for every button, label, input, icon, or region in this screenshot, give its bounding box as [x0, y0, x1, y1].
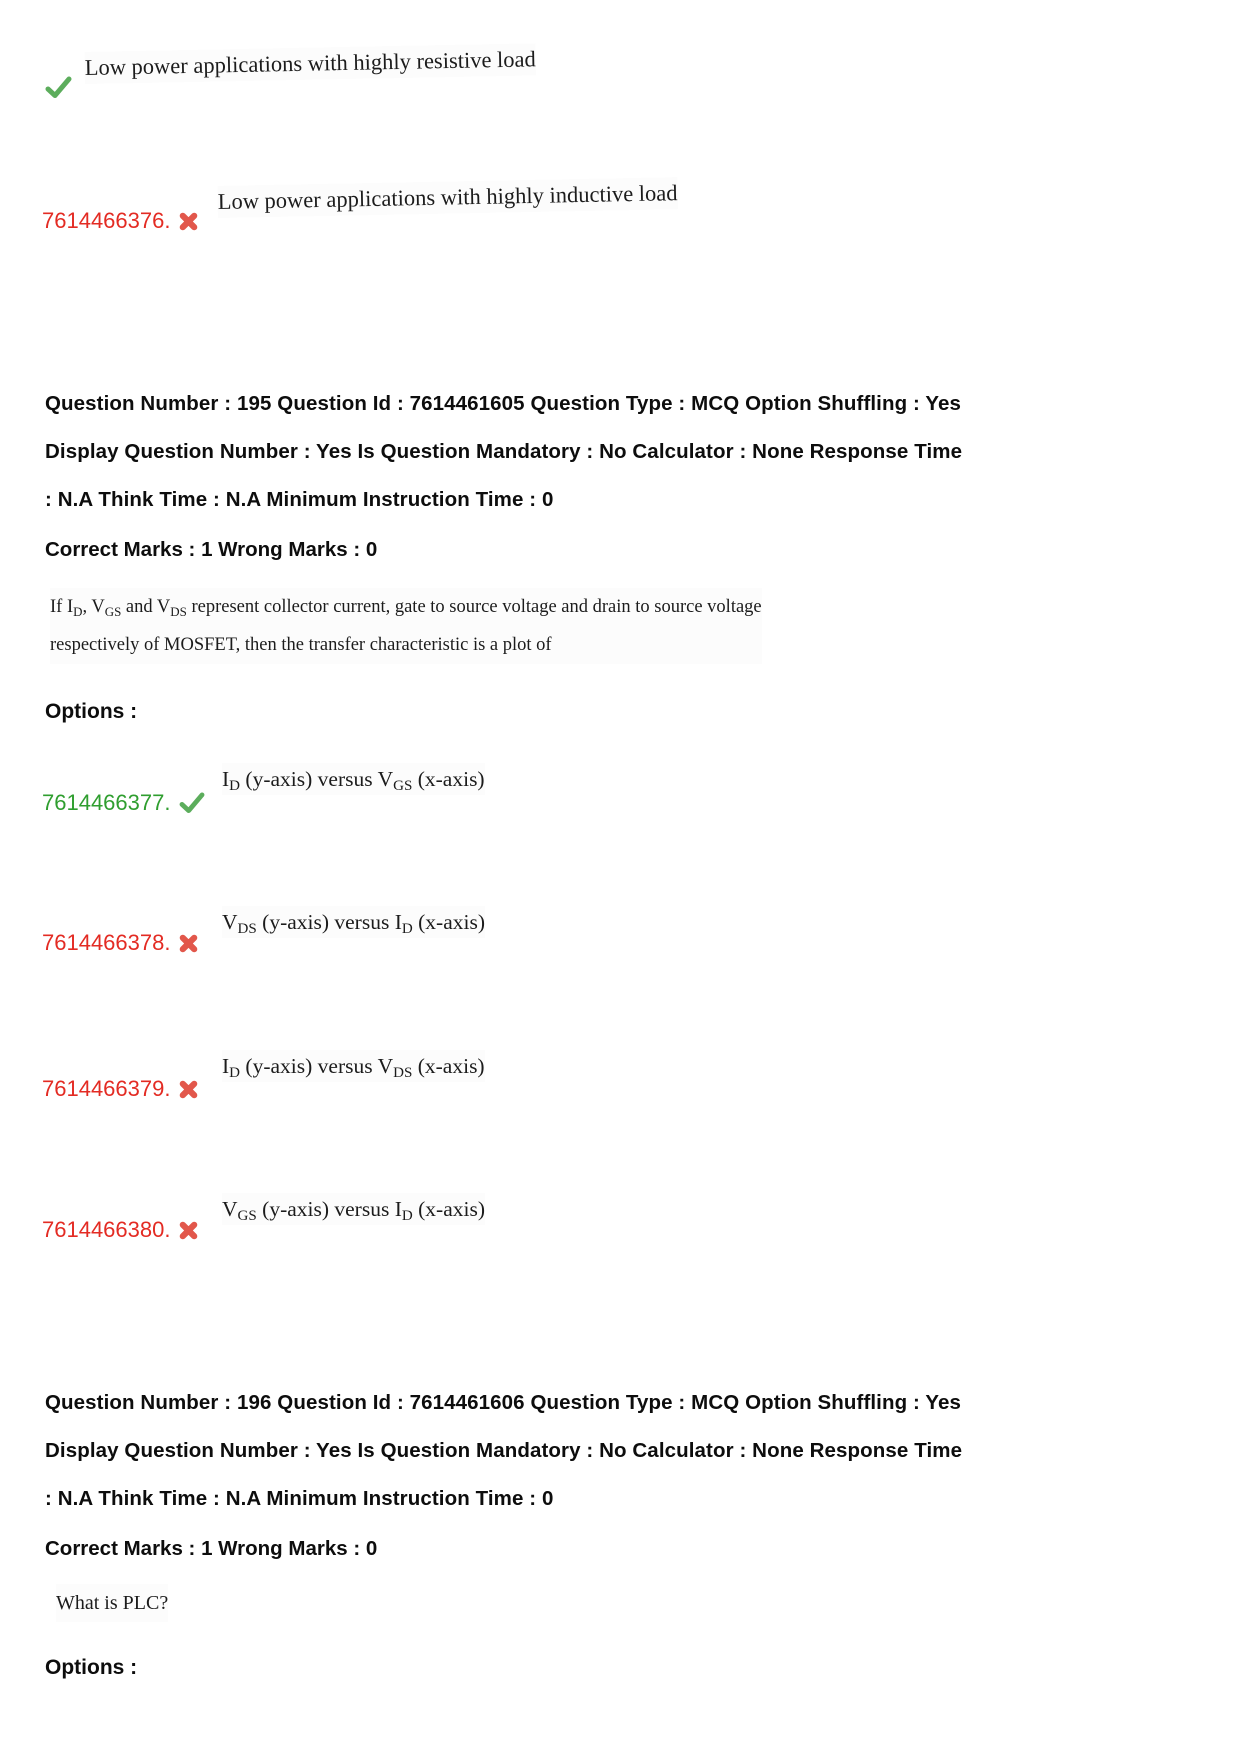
- option-id-row: [42, 928, 198, 958]
- question-meta: [45, 380, 962, 524]
- option-id: 7614466378.: [42, 930, 171, 955]
- option-id: 7614466376.: [42, 208, 171, 233]
- cross-icon: [179, 1221, 198, 1240]
- check-icon: [45, 76, 72, 99]
- option-text: $V_{GS}$ (y-axis) versus $I_D$ (x-axis): [222, 1193, 485, 1225]
- options-heading: Options :: [45, 1656, 138, 1679]
- option-id: 7614466380.: [42, 1217, 171, 1242]
- question-meta: [45, 1379, 962, 1523]
- meta-line: : N.A Think Time : N.A Minimum Instruction Time : 0: [45, 1487, 554, 1510]
- option-text: $V_{DS}$ (y-axis) versus $I_D$ (x-axis): [222, 906, 485, 938]
- cross-icon: [179, 1080, 198, 1099]
- cross-icon: [179, 934, 198, 953]
- option-text: $I_D$ (y-axis) versus $V_{DS}$ (x-axis): [222, 1050, 485, 1082]
- option-text: Low power applications with highly resistive load: [84, 43, 536, 84]
- question-text-line: What is PLC?: [56, 1584, 168, 1622]
- check-icon: [179, 792, 205, 814]
- question-text-line: If $I_D$, $V_{GS}$ and $V_{DS}$ represent collector current, gate to source voltage and drain to source voltage: [50, 588, 762, 626]
- option-text: Low power applications with highly inductive load: [217, 177, 677, 218]
- question-text-line: respectively of MOSFET, then the transfer characteristic is a plot of: [50, 626, 762, 664]
- meta-line: Question Number : 195 Question Id : 7614461605 Question Type : MCQ Option Shuffling : Yes: [45, 392, 962, 415]
- cross-icon: [179, 212, 198, 231]
- option-id-row: [42, 788, 205, 818]
- option-id-row: [42, 1074, 198, 1104]
- meta-line: Question Number : 196 Question Id : 7614461606 Question Type : MCQ Option Shuffling : Yes: [45, 1391, 962, 1414]
- question-text: [50, 588, 762, 664]
- marks-line: Correct Marks : 1 Wrong Marks : 0: [45, 1537, 378, 1560]
- option-id: 7614466379.: [42, 1076, 171, 1101]
- meta-line: Display Question Number : Yes Is Question Mandatory : No Calculator : None Response Time: [45, 440, 963, 463]
- option-id-row: [42, 1215, 198, 1245]
- option-text: $I_D$ (y-axis) versus $V_{GS}$ (x-axis): [222, 763, 485, 795]
- meta-line: : N.A Think Time : N.A Minimum Instruction Time : 0: [45, 488, 554, 511]
- options-heading: Options :: [45, 700, 138, 723]
- option-id-row: [42, 206, 198, 236]
- meta-line: Display Question Number : Yes Is Question Mandatory : No Calculator : None Response Time: [45, 1439, 963, 1462]
- marks-line: Correct Marks : 1 Wrong Marks : 0: [45, 538, 378, 561]
- option-id: 7614466377.: [42, 790, 171, 815]
